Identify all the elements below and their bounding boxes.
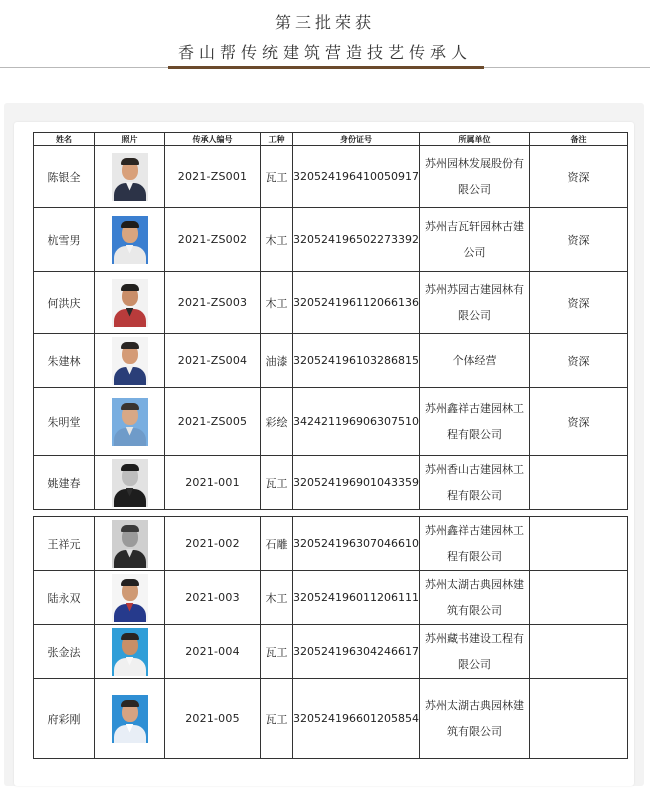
cell-note: 资深 (529, 388, 627, 456)
cell-id-number: 320524196502273392 (293, 208, 420, 272)
cell-inheritor-code: 2021-ZS003 (165, 272, 261, 334)
cell-photo (95, 334, 165, 388)
portrait-hair (121, 633, 139, 640)
portrait-photo (112, 459, 148, 507)
cell-photo (95, 208, 165, 272)
cell-unit: 苏州鑫祥古建园林工程有限公司 (419, 388, 529, 456)
cell-id-number: 320524196601205854 (293, 679, 420, 759)
cell-trade: 木工 (261, 272, 293, 334)
page-title-line2: 香山帮传统建筑营造技艺传承人 (177, 43, 472, 62)
cell-name: 姚建春 (34, 456, 95, 510)
cell-trade: 彩绘 (261, 388, 293, 456)
table-row (34, 517, 628, 571)
page-title-line1: 第三批荣获 (274, 13, 375, 32)
cell-trade: 瓦工 (261, 146, 293, 208)
portrait-photo (112, 216, 148, 264)
cell-note (529, 625, 627, 679)
header-code: 传承人编号 (165, 133, 261, 146)
cell-trade: 瓦工 (261, 625, 293, 679)
table-row (34, 146, 628, 208)
cell-photo (95, 146, 165, 208)
cell-inheritor-code: 2021-ZS005 (165, 388, 261, 456)
cell-photo (95, 679, 165, 759)
cell-note (529, 679, 627, 759)
cell-id-number: 342421196906307510 (293, 388, 420, 456)
cell-note (529, 456, 627, 510)
cell-trade: 瓦工 (261, 456, 293, 510)
cell-photo (95, 571, 165, 625)
header-photo: 照片 (95, 133, 165, 146)
cell-trade: 瓦工 (261, 679, 293, 759)
cell-trade: 木工 (261, 208, 293, 272)
header-trade: 工种 (261, 133, 293, 146)
cell-id-number: 320524196901043359 (293, 456, 420, 510)
cell-unit: 苏州香山古建园林工程有限公司 (419, 456, 529, 510)
table-row (34, 456, 628, 510)
cell-id-number: 320524196011206111 (293, 571, 420, 625)
portrait-photo (112, 628, 148, 676)
inheritor-table-continued (33, 516, 628, 759)
cell-id-number: 320524196410050917 (293, 146, 420, 208)
portrait-hair (121, 525, 139, 532)
cell-trade: 木工 (261, 571, 293, 625)
cell-id-number: 320524196304246617 (293, 625, 420, 679)
cell-note (529, 571, 627, 625)
cell-inheritor-code: 2021-003 (165, 571, 261, 625)
cell-inheritor-code: 2021-002 (165, 517, 261, 571)
cell-photo (95, 456, 165, 510)
header-id: 身份证号 (293, 133, 420, 146)
cell-photo (95, 388, 165, 456)
cell-unit: 苏州藏书建设工程有限公司 (419, 625, 529, 679)
portrait-photo (112, 398, 148, 446)
cell-note: 资深 (529, 208, 627, 272)
portrait-photo (112, 337, 148, 385)
cell-unit: 苏州园林发展股份有限公司 (419, 146, 529, 208)
cell-unit: 苏州苏园古建园林有限公司 (419, 272, 529, 334)
cell-name: 杭雪男 (34, 208, 95, 272)
table-body-continued (34, 517, 628, 759)
header-unit: 所属单位 (419, 133, 529, 146)
cell-id-number: 320524196112066136 (293, 272, 420, 334)
cell-name: 何洪庆 (34, 272, 95, 334)
cell-inheritor-code: 2021-ZS001 (165, 146, 261, 208)
cell-unit: 苏州太湖古典园林建筑有限公司 (419, 571, 529, 625)
table-row (34, 208, 628, 272)
table-row (34, 334, 628, 388)
portrait-hair (121, 342, 139, 349)
cell-note: 资深 (529, 146, 627, 208)
cell-id-number: 320524196307046610 (293, 517, 420, 571)
portrait-photo (112, 153, 148, 201)
cell-trade: 油漆 (261, 334, 293, 388)
portrait-hair (121, 700, 139, 707)
cell-name: 朱明堂 (34, 388, 95, 456)
table-row (34, 272, 628, 334)
portrait-hair (121, 403, 139, 410)
cell-photo (95, 517, 165, 571)
cell-trade: 石雕 (261, 517, 293, 571)
cell-name: 张金法 (34, 625, 95, 679)
portrait-hair (121, 221, 139, 228)
cell-id-number: 320524196103286815 (293, 334, 420, 388)
cell-unit: 苏州鑫祥古建园林工程有限公司 (419, 517, 529, 571)
cell-inheritor-code: 2021-005 (165, 679, 261, 759)
page-header (0, 0, 650, 72)
table-row (34, 571, 628, 625)
header-note: 备注 (529, 133, 627, 146)
table-row (34, 679, 628, 759)
cell-unit: 苏州太湖古典园林建筑有限公司 (419, 679, 529, 759)
cell-inheritor-code: 2021-ZS002 (165, 208, 261, 272)
portrait-hair (121, 284, 139, 291)
cell-name: 朱建林 (34, 334, 95, 388)
table-row (34, 625, 628, 679)
table-body (34, 146, 628, 510)
cell-note: 资深 (529, 334, 627, 388)
cell-name: 王祥元 (34, 517, 95, 571)
cell-unit: 苏州吉瓦轩园林古建公司 (419, 208, 529, 272)
cell-inheritor-code: 2021-ZS004 (165, 334, 261, 388)
table-header-row (34, 133, 628, 146)
cell-photo (95, 272, 165, 334)
cell-name: 府彩刚 (34, 679, 95, 759)
cell-note (529, 517, 627, 571)
cell-photo (95, 625, 165, 679)
portrait-photo (112, 695, 148, 743)
header-name: 姓名 (34, 133, 95, 146)
cell-inheritor-code: 2021-004 (165, 625, 261, 679)
portrait-hair (121, 579, 139, 586)
cell-name: 陈银全 (34, 146, 95, 208)
portrait-photo (112, 279, 148, 327)
portrait-photo (112, 574, 148, 622)
cell-note: 资深 (529, 272, 627, 334)
portrait-hair (121, 464, 139, 471)
header-accent-bar (168, 66, 484, 69)
cell-unit: 个体经营 (419, 334, 529, 388)
cell-inheritor-code: 2021-001 (165, 456, 261, 510)
portrait-photo (112, 520, 148, 568)
inheritor-table (33, 132, 628, 510)
portrait-hair (121, 158, 139, 165)
table-row (34, 388, 628, 456)
cell-name: 陆永双 (34, 571, 95, 625)
